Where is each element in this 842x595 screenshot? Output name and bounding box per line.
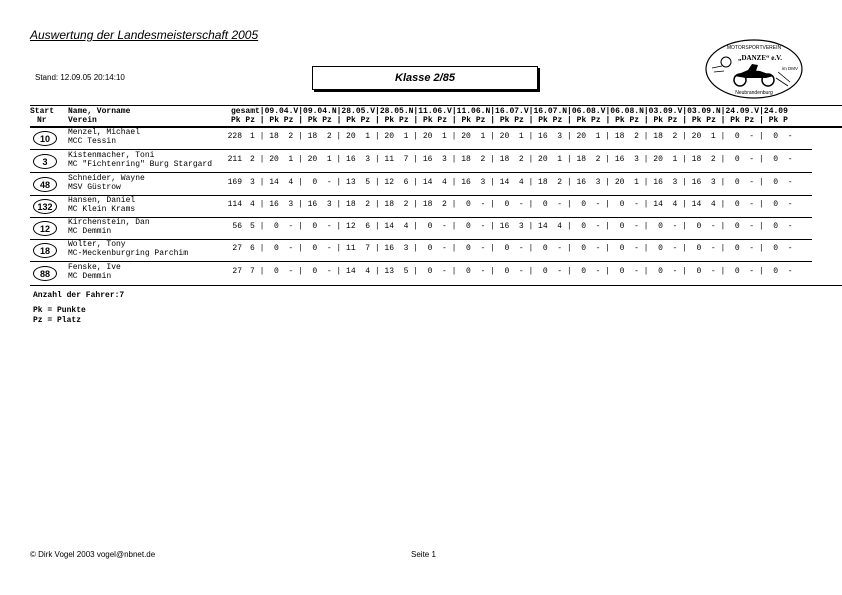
row-divider <box>30 239 812 240</box>
club-name: MC Demmin <box>68 272 112 281</box>
page-title: Auswertung der Landesmeisterschaft 2005 <box>30 28 259 42</box>
start-number-badge: 48 <box>33 177 57 192</box>
driver-name: Kistenmacher, Toni <box>68 151 155 160</box>
start-number-badge: 18 <box>33 243 57 258</box>
results-cells: 4 | 16 3 | 16 3 | 18 2 | 18 2 | 18 2 | 0 - | 0 - | 0 - | 0 - | 0 - | 14 4 | 14 4 | 0 - | 0 - <box>250 200 793 209</box>
legend-pk: Pk = Punkte <box>33 306 86 315</box>
table-top-rule <box>30 105 842 106</box>
total-points: 56 <box>232 222 242 231</box>
total-points: 228 <box>227 132 242 141</box>
club-name: MSV Güstrow <box>68 183 121 192</box>
start-number-badge: 132 <box>33 199 57 214</box>
club-name: MCC Tessin <box>68 137 117 146</box>
club-name: MC-Meckenburgring Parchim <box>68 249 189 258</box>
row-divider <box>30 261 812 262</box>
start-number-badge: 88 <box>33 266 57 281</box>
count-label: Anzahl der Fahrer:7 <box>33 291 125 300</box>
row-divider <box>30 172 812 173</box>
club-name: MC Demmin <box>68 227 112 236</box>
col-start-label: Start <box>30 107 55 116</box>
total-points: 114 <box>227 200 242 209</box>
club-name: MC "Fichtenring" Burg Stargard <box>68 160 213 169</box>
col-verein-label: Verein <box>68 116 97 125</box>
total-points: 211 <box>227 155 242 164</box>
copyright: © Dirk Vogel 2003 vogel@nbnet.de <box>30 550 156 559</box>
date-header-row: gesamt|09.04.V|09.04.N|28.05.V|28.05.N|11.06.V|11.06.N|16.07.V|16.07.N|06.08.V|06.08.N|03.09.V|03.09.N|24.09.V|24.09 <box>231 107 788 116</box>
results-cells: 5 | 0 - | 0 - | 12 6 | 14 4 | 0 - | 0 - | 16 3 | 14 4 | 0 - | 0 - | 0 - | 0 - | 0 - | 0 - <box>250 222 793 231</box>
total-points: 27 <box>232 267 242 276</box>
start-number-badge: 3 <box>33 154 57 169</box>
driver-name: Kirchenstein, Dan <box>68 218 150 227</box>
results-cells: 3 | 14 4 | 0 - | 13 5 | 12 6 | 14 4 | 16 3 | 14 4 | 18 2 | 16 3 | 20 1 | 16 3 | 16 3 | 0 - | 0 - <box>250 178 793 187</box>
results-cells: 2 | 20 1 | 20 1 | 16 3 | 11 7 | 16 3 | 18 2 | 18 2 | 20 1 | 18 2 | 16 3 | 20 1 | 18 2 | 0 - | 0 - <box>250 155 793 164</box>
row-divider <box>30 149 812 150</box>
club-name: MC Klein Krams <box>68 205 136 214</box>
pk-pz-header-row: Pk Pz | Pk Pz | Pk Pz | Pk Pz | Pk Pz | Pk Pz | Pk Pz | Pk Pz | Pk Pz | Pk Pz | Pk Pz | Pk Pz | Pk Pz | Pk Pz | Pk P <box>231 116 788 125</box>
start-number-badge: 10 <box>33 131 57 146</box>
col-name-label: Name, Vorname <box>68 107 131 116</box>
results-cells: 1 | 18 2 | 18 2 | 20 1 | 20 1 | 20 1 | 20 1 | 20 1 | 16 3 | 20 1 | 18 2 | 18 2 | 20 1 | 0 - | 0 - <box>250 132 793 141</box>
svg-text:im DMV: im DMV <box>782 66 798 71</box>
start-number-badge: 12 <box>33 221 57 236</box>
page-number: Seite 1 <box>411 550 436 559</box>
results-cells: 7 | 0 - | 0 - | 14 4 | 13 5 | 0 - | 0 - | 0 - | 0 - | 0 - | 0 - | 0 - | 0 - | 0 - | 0 - <box>250 267 793 276</box>
svg-text:„DANZE“ e.V.: „DANZE“ e.V. <box>737 54 783 62</box>
table-bottom-rule <box>30 285 842 286</box>
driver-name: Fenske, Ive <box>68 263 121 272</box>
total-points: 27 <box>232 244 242 253</box>
driver-name: Wolter, Tony <box>68 240 126 249</box>
klasse-box: Klasse 2/85 <box>312 66 538 90</box>
club-logo <box>704 38 804 100</box>
svg-text:MOTORSPORTVEREIN: MOTORSPORTVEREIN <box>726 45 782 51</box>
col-nr-label: Nr <box>37 116 47 125</box>
row-divider <box>30 195 812 196</box>
legend-pz: Pz = Platz <box>33 316 82 325</box>
table-header-rule <box>30 126 842 128</box>
driver-name: Schneider, Wayne <box>68 174 145 183</box>
driver-name: Hansen, Daniel <box>68 196 136 205</box>
stand-timestamp: Stand: 12.09.05 20:14:10 <box>35 73 125 82</box>
svg-text:Neubrandenburg: Neubrandenburg <box>735 90 773 96</box>
results-cells: 6 | 0 - | 0 - | 11 7 | 16 3 | 0 - | 0 - | 0 - | 0 - | 0 - | 0 - | 0 - | 0 - | 0 - | 0 - <box>250 244 793 253</box>
total-points: 169 <box>227 178 242 187</box>
driver-name: Menzel, Michael <box>68 128 141 137</box>
